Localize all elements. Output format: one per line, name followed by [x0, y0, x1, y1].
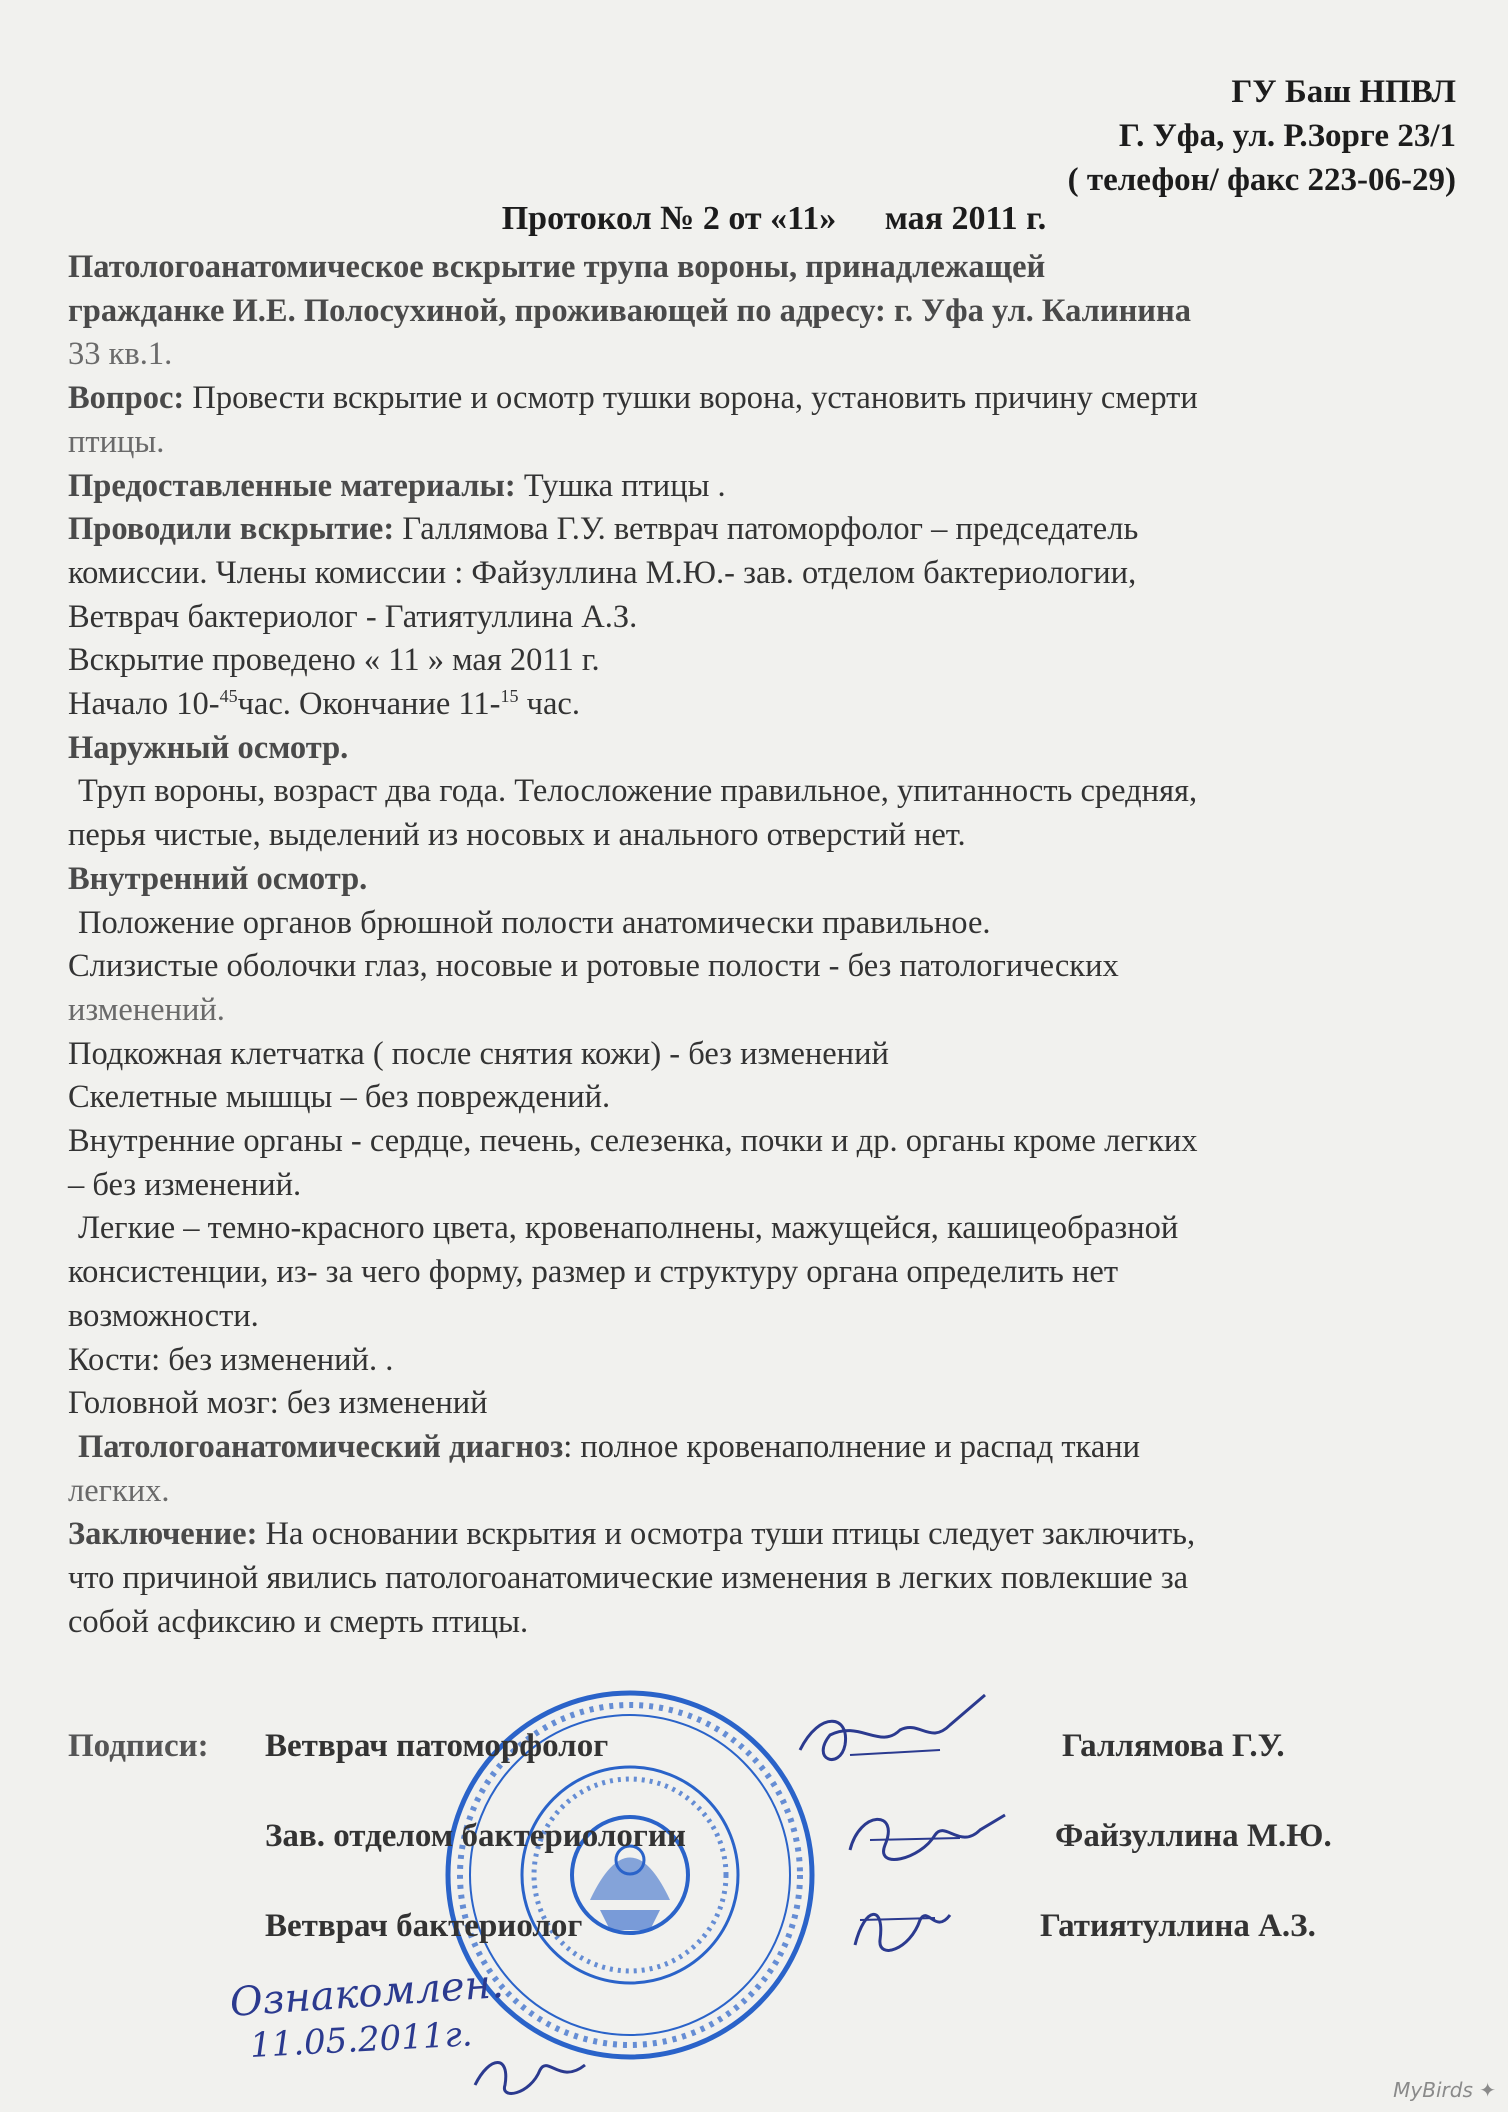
signature-role: Ветврач патоморфолог: [265, 1728, 609, 1764]
signature-role: Зав. отделом бактериологии: [265, 1818, 686, 1854]
timing-end-suffix: час.: [518, 686, 580, 723]
signature-scribble: [470, 2045, 590, 2105]
watermark-text: MyBirds: [1393, 2078, 1473, 2102]
timing-end: час. Окончание 11-: [237, 686, 501, 723]
internal-line: Внутренние органы - сердце, печень, селезенка, почки и др. органы кроме легких: [68, 1123, 1198, 1160]
diagnosis-line: [68, 1426, 1463, 1470]
org-phone: ( телефон/ факс 223-06-29): [1067, 162, 1456, 198]
signature-scribble: [840, 1890, 960, 1970]
subject-line: Патологоанатомическое вскрытие трупа вороны, принадлежащей: [68, 249, 1046, 285]
signature-name: Гатиятуллина А.З.: [1040, 1908, 1316, 1944]
subject-line: 33 кв.1.: [68, 336, 173, 373]
org-address: Г. Уфа, ул. Р.Зорге 23/1: [1118, 118, 1456, 154]
external-text: Труп вороны, возраст два года. Телосложение правильное, упитанность средняя,: [78, 773, 1198, 810]
protocol-body: [68, 246, 1463, 1645]
signature-name: Файзуллина М.Ю.: [1055, 1818, 1332, 1854]
timing-line: [68, 683, 1463, 727]
internal-line: Положение органов брюшной полости анатомически правильное.: [78, 904, 991, 941]
question-label: Вопрос:: [68, 380, 185, 417]
question-text: Провести вскрытие и осмотр тушки ворона, установить причину смерти: [184, 380, 1198, 417]
signature-name: Галлямова Г.У.: [1062, 1728, 1285, 1764]
conclusion-text: собой асфиксию и смерть птицы.: [68, 1603, 529, 1640]
performed-label: Проводили вскрытие:: [68, 511, 395, 548]
materials-label: Предоставленные материалы:: [68, 467, 516, 504]
question-text: птицы.: [68, 423, 165, 460]
internal-line: Кости: без изменений. .: [68, 1341, 394, 1378]
autopsy-date: Вскрытие проведено « 11 » мая 2011 г.: [68, 642, 600, 679]
watermark-logo: [1393, 2078, 1496, 2102]
performed-line: [68, 508, 1463, 552]
internal-line: Подкожная клетчатка ( после снятия кожи) - без изменений: [68, 1035, 889, 1072]
external-text: перья чистые, выделений из носовых и анального отверстий нет.: [68, 817, 966, 854]
protocol-number: Протокол № 2 от «11»: [501, 200, 837, 237]
signatures-label: Подписи:: [68, 1728, 209, 1764]
internal-line: – без изменений.: [68, 1166, 302, 1203]
subject-line: гражданке И.Е. Полосухиной, проживающей по адресу: г. Уфа ул. Калинина: [68, 292, 1191, 329]
diagnosis-label: Патологоанатомический диагноз: [78, 1428, 564, 1465]
materials-text: Тушка птицы .: [515, 467, 726, 504]
bird-icon: ✦: [1472, 2078, 1496, 2102]
org-name: ГУ Баш НПВЛ: [1231, 74, 1456, 110]
timing-start-minutes: 45: [219, 686, 238, 707]
conclusion-line: [68, 1513, 1463, 1557]
internal-line: Легкие – темно-красного цвета, кровенаполнены, мажущейся, кашицеобразной: [78, 1210, 1179, 1247]
internal-line: изменений.: [68, 991, 225, 1028]
internal-line: консистенции, из- за чего форму, размер и структуру органа определить нет: [68, 1254, 1119, 1291]
signature-role: Ветврач бактериолог: [265, 1908, 583, 1944]
diagnosis-text: : полное кровенаполнение и распад ткани: [563, 1428, 1141, 1465]
internal-line: Головной мозг: без изменений: [68, 1385, 488, 1422]
conclusion-text: что причиной явились патологоанатомические изменения в легких повлекшие за: [68, 1560, 1189, 1597]
internal-line: Скелетные мышцы – без повреждений.: [68, 1079, 611, 1116]
performed-text: Ветврач бактериолог - Гатиятуллина А.З.: [68, 598, 638, 635]
timing-end-minutes: 15: [500, 686, 519, 707]
signature-scribble: [840, 1800, 1010, 1880]
diagnosis-text: легких.: [68, 1472, 170, 1509]
external-label: Наружный осмотр.: [68, 729, 349, 766]
timing-start: Начало 10-: [68, 686, 220, 723]
internal-line: Слизистые оболочки глаз, носовые и ротовые полости - без патологических: [68, 948, 1119, 985]
protocol-title: [0, 200, 1508, 238]
signature-scribble: [790, 1690, 990, 1790]
performed-text: комиссии. Члены комиссии : Файзуллина М.Ю.- зав. отделом бактериологии,: [68, 554, 1137, 591]
protocol-date: мая 2011 г.: [884, 200, 1047, 237]
question-line: [68, 377, 1463, 421]
conclusion-text: На основании вскрытия и осмотра туши птицы следует заключить,: [257, 1516, 1196, 1553]
internal-label: Внутренний осмотр.: [68, 860, 368, 897]
handwritten-date: 11.05.2011г.: [248, 2014, 474, 2066]
handwritten-line: Ознакомлен.: [228, 1960, 506, 2026]
conclusion-label: Заключение:: [68, 1516, 258, 1553]
performed-text: Галлямова Г.У. ветврач патоморфолог – председатель: [394, 511, 1139, 548]
materials-line: [68, 465, 1463, 509]
handwritten-note: [228, 1960, 506, 2066]
letterhead: [1068, 70, 1456, 202]
internal-line: возможности.: [68, 1297, 259, 1334]
